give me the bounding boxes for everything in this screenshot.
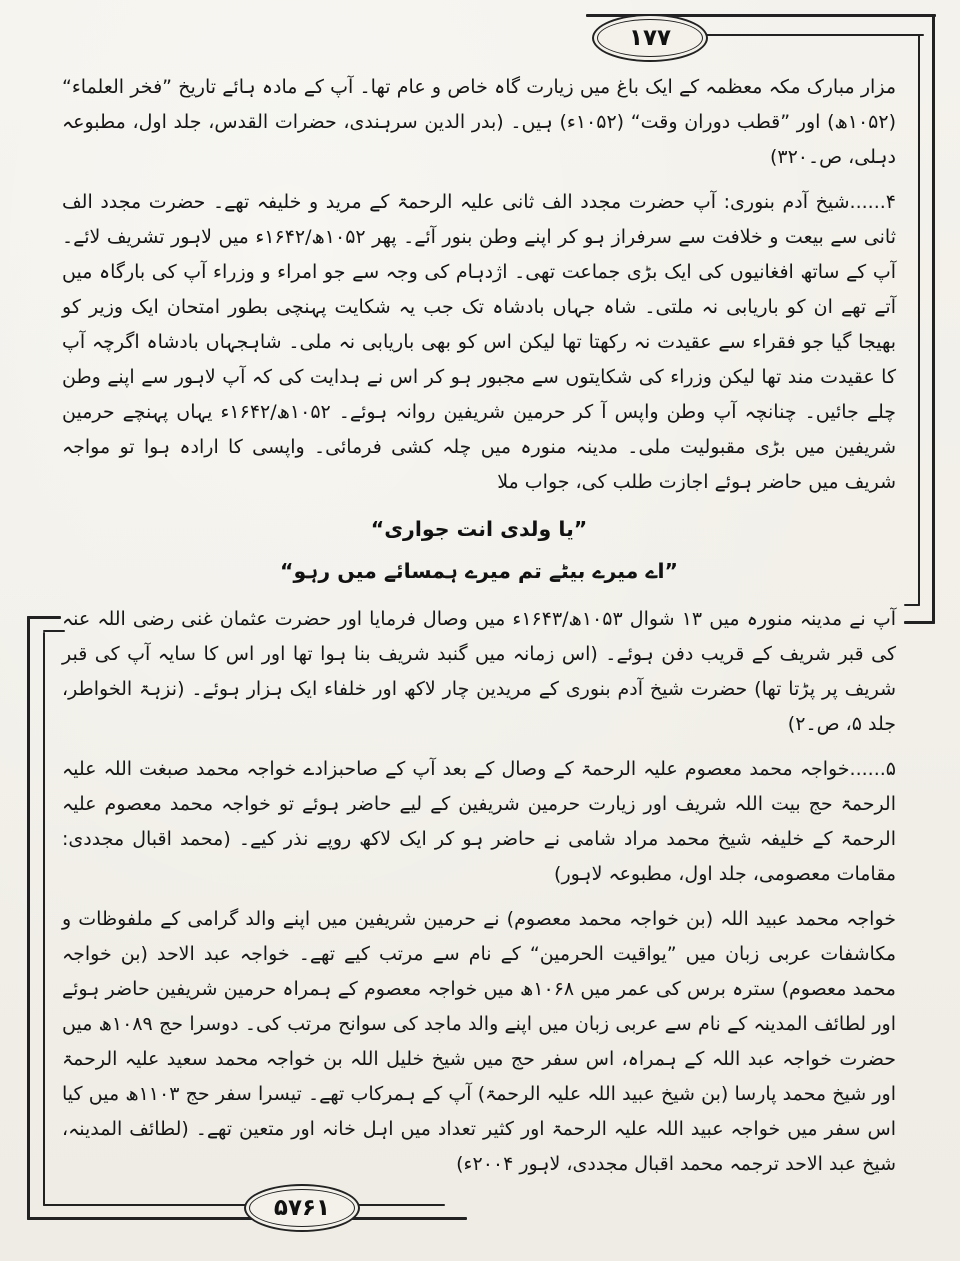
left-border-line-outer [27,616,30,1220]
page-text-body [62,70,896,1192]
right-border-line-inner [918,34,920,606]
right-border-end-tick-outer [904,621,935,624]
page-number-bottom: ۵۷۶۱ [273,1195,331,1221]
right-border-line-outer [932,14,935,624]
right-border-end-tick-inner [904,604,920,606]
paragraph-entry-5-continued: خواجہ محمد عبید اللہ (بن خواجہ محمد معصوم) نے حرمین شریفین میں اپنے والد گرامی کے ملفوظات و مکاشفات عربی زبان میں ”یواقیت الحرمین“ کے نام سے مرتب کیے تھے۔ خواجہ عبد الاحد (بن خواجہ محمد معصوم) سترہ برس کی عمر میں ۱۰۶۸ھ میں خواجہ معصوم کے ہمراہ حرمین شریفین حاضر ہوئے اور لطائف المدینہ کے نام سے عربی زبان میں اپنے والد ماجد کی سوانح مرتب کی۔ دوسرا حج ۱۰۸۹ھ میں حضرت خواجہ عبد اللہ کے ہمراہ، اس سفر حج میں شیخ خلیل اللہ بن خواجہ محمد سعید علیہ الرحمۃ اور شیخ محمد پارسا (بن شیخ عبید اللہ علیہ الرحمۃ) آپ کے ہمرکاب تھے۔ تیسرا سفر حج ۱۱۰۳ھ میں کیا اس سفر میں خواجہ عبید اللہ علیہ الرحمۃ اور کثیر تعداد میں اہل خانہ اور متعین تھے۔ (لطائف المدینہ، شیخ عبد الاحد ترجمہ محمد اقبال مجددی، لاہور ۲۰۰۴ء) [62,908,896,1175]
quote-arabic: ”یا ولدی انت جواری“ [370,517,588,541]
quote-urdu-translation: ”اے میرے بیٹے تم میرے ہمسائے میں رہو“ [279,559,678,583]
top-border-line-inner [702,34,924,36]
bottom-border-line-outer [27,1217,467,1220]
paragraph-entry-4-continued: آپ نے مدینہ منورہ میں ۱۳ شوال ۱۰۵۳ھ/۱۶۴۳ء میں وصال فرمایا اور حضرت عثمان غنی رضی اللہ عنہ کی قبر شریف کے قریب دفن ہوئے۔ (اس زمانہ میں گنبد شریف بنا ہوا تھا اور اس کا سایہ آپ کی قبر شریف پر پڑتا تھا) حضرت شیخ آدم بنوری کے مریدین چار لاکھ اور خلفاء ایک ہزار ہوئے۔ (نزہۃ الخواطر، جلد ۵، ص۔۲) [62,608,896,735]
paragraph-entry-4-sheikh-adam-banuri: ۴......شیخ آدم بنوری: آپ حضرت مجدد الف ثانی علیہ الرحمۃ کے مرید و خلیفہ تھے۔ حضرت مجدد الف ثانی سے بیعت و خلافت سے سرفراز ہو کر اپنے وطن بنور آئے۔ پھر ۱۰۵۲ھ/۱۶۴۲ء میں لاہور تشریف لائے۔ آپ کے ساتھ افغانیوں کی ایک بڑی جماعت تھی۔ اژدہام کی وجہ سے جو امراء و وزراء آپ کی بارگاہ میں آتے تھے ان کو باریابی نہ ملتی۔ شاہ جہاں بادشاہ تک جب یہ شکایت پہنچی بطور امتحان ایک وزیر کو بھیجا گیا جو فقراء سے عقیدت نہ رکھتا تھا لیکن اس کو بھی باریابی نہ ملی۔ شاہجہاں بادشاہ اگرچہ آپ کا عقیدت مند تھا لیکن وزراء کی شکایتوں سے مجبور ہو کر اس نے ہدایت کی کہ آپ لاہور سے اپنے وطن چلے جائیں۔ چنانچہ آپ وطن واپس آ کر حرمین شریفین روانہ ہوئے۔ ۱۰۵۲ھ/۱۶۴۲ء یہاں پہنچے حرمین شریفین میں بڑی مقبولیت ملی۔ مدینہ منورہ میں چلہ کشی فرمائی۔ واپسی کا ارادہ ہوا تو مواجہ شریف میں حاضر ہوئے اجازت طلب کی، جواب ملا [62,191,897,493]
page-number-top: ۱۷۷ [628,25,672,51]
paragraph-continuation: مزار مبارک مکہ معظمہ کے ایک باغ میں زیارت گاہ خاص و عام تھا۔ آپ کے مادہ ہائے تاریخ ”فخر العلماء“ (۱۰۵۲ھ) اور ”قطب دوران وقت“ (۱۰۵۲ء) ہیں۔ (بدر الدین سرہندی، حضرات القدس، جلد اول، مطبوعہ دہلی، ص۔۳۲۰) [62,76,897,168]
page-number-ornament-bottom [244,1184,360,1232]
paragraph-entry-5-khwaja-masum: ۵......خواجہ محمد معصوم علیہ الرحمۃ کے وصال کے بعد آپ کے صاحبزادے خواجہ محمد صبغت اللہ علیہ الرحمۃ حج بیت اللہ شریف اور زیارت حرمین شریفین کے لیے حاضر ہوئے تو خواجہ محمد معصوم علیہ الرحمۃ کے خلیفہ شیخ محمد مراد شامی نے حاضر ہو کر ایک لاکھ روپے نذر کیے۔ (محمد اقبال مجددی: مقامات معصومی، جلد اول، مطبوعہ لاہور) [62,758,896,885]
page-number-ornament-top [592,14,708,62]
left-border-start-tick-outer [27,616,61,619]
left-border-line-inner [43,632,45,1206]
